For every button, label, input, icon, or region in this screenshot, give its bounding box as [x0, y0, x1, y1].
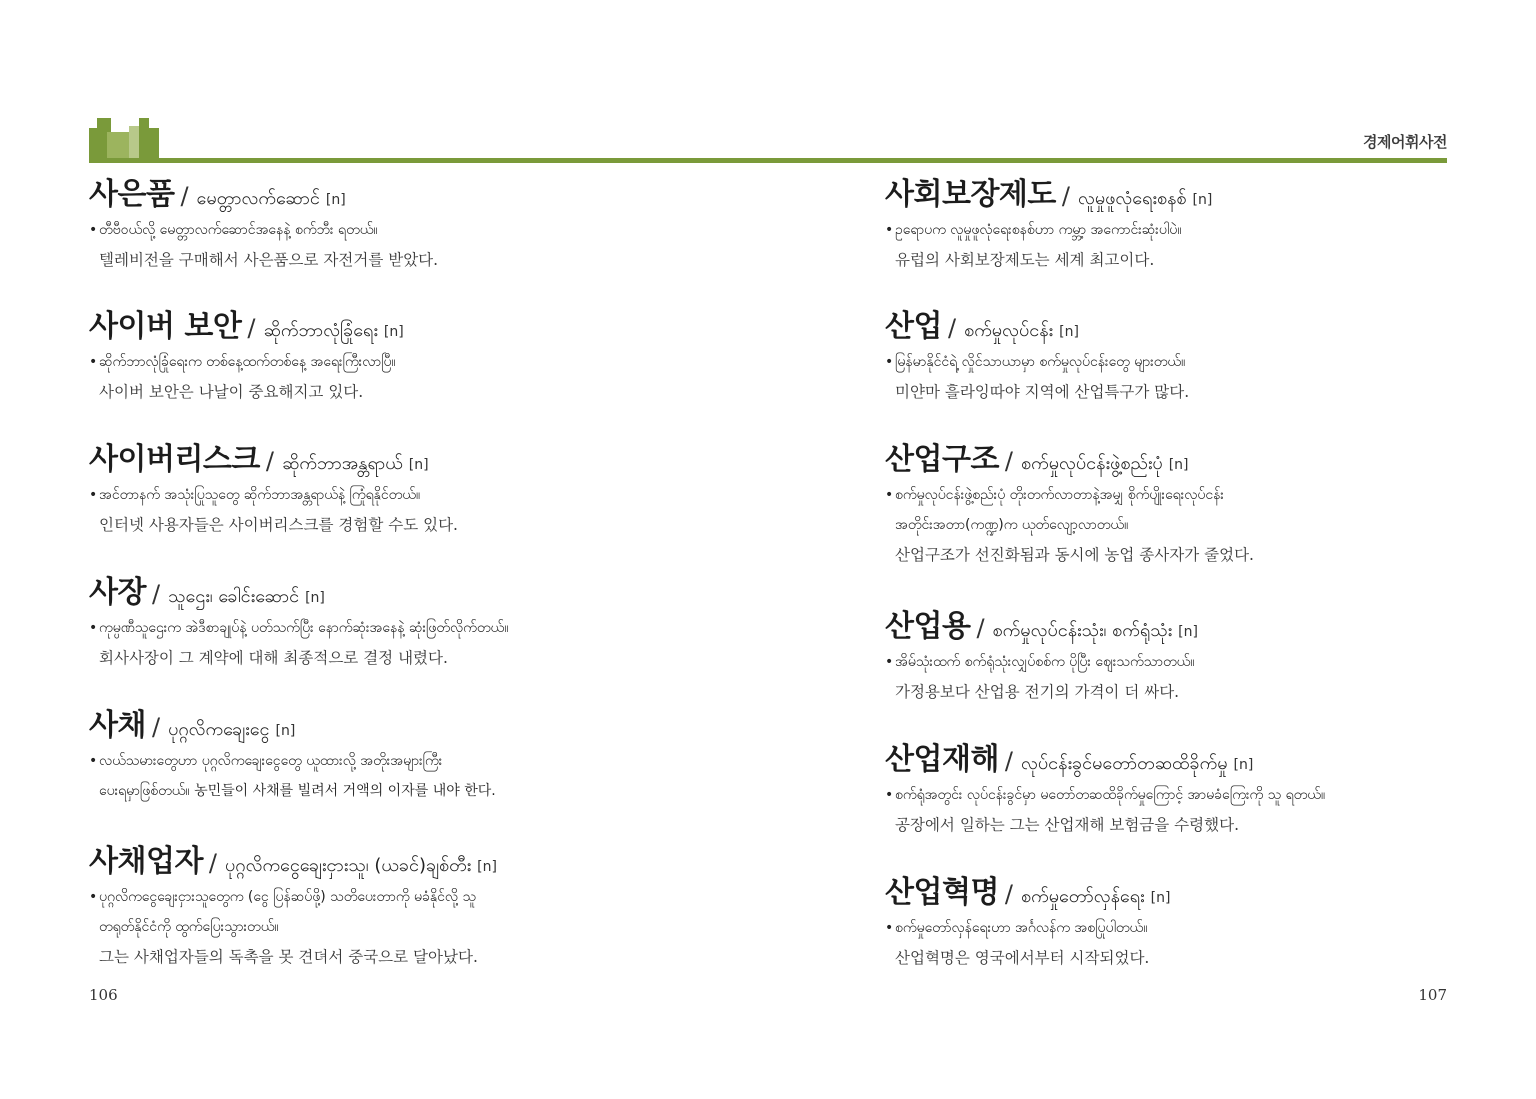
part-of-speech: [n]: [1059, 324, 1079, 340]
korean-example: 가정용보다 산업용 전기의 가격이 더 싸다.: [895, 683, 1180, 701]
translation: လုပ်ငန်းခွင်မတော်တဆထိခိုက်မှု: [1021, 753, 1228, 774]
bullet-icon: •: [89, 354, 98, 370]
entry: [89, 175, 739, 275]
entry: [885, 440, 1455, 570]
header-decoration: [89, 118, 159, 160]
bullet-icon: •: [89, 222, 98, 238]
korean-example: 회사사장이 그 계약에 대해 최종적으로 결정 내렸다.: [99, 649, 448, 667]
headword: 산업용: [885, 609, 971, 644]
entry-headline: [885, 440, 1455, 480]
part-of-speech: [n]: [408, 457, 429, 473]
translation: ဆိုက်ဘာလုံခြုံရေး: [263, 320, 378, 341]
translation: စက်မှုလုပ်ငန်းဖွဲ့စည်းပုံ: [1021, 453, 1163, 474]
headword: 사장: [89, 575, 146, 610]
example-line: • ဆိုက်ဘာလုံခြုံရေးက တစ်နေ့ထက်တစ်နေ့ အရေးကြီးလာပြီ။: [89, 347, 739, 377]
separator: /: [976, 614, 985, 642]
example-line: • စက်မှုတော်လှန်ရေးဟာ အင်္ဂလန်က အစပြုပါတယ်။: [885, 913, 1455, 943]
translation: စက်မှုတော်လှန်ရေး: [1021, 886, 1145, 907]
part-of-speech: [n]: [1178, 624, 1198, 640]
entry-headline: [885, 607, 1455, 647]
entry-headline: [89, 573, 739, 613]
entry: [89, 706, 739, 806]
translation: စက်မှုလုပ်ငန်း: [964, 320, 1054, 341]
example-line: • တီဗီဝယ်လို့ မေတ္တာလက်ဆောင်အနေနဲ့ စက်ဘီး ရတယ်။: [89, 215, 739, 245]
headword: 사이버리스크: [89, 442, 260, 477]
page-number-left: 106: [89, 986, 118, 1004]
example-line: ပေးရမှာဖြစ်တယ်။ 농민들이 사채를 빌려서 거액의 이자를 내야 한다.: [99, 783, 496, 799]
headword: 산업: [885, 309, 942, 344]
entry-headline: [89, 307, 739, 347]
part-of-speech: [n]: [1150, 890, 1171, 906]
entry-headline: [89, 440, 739, 480]
example-line: • လယ်သမားတွေဟာ ပုဂ္ဂလိကချေးငွေတွေ ယူထားလို့ အတိုးအများကြီး: [89, 746, 739, 776]
example-line: • စက်ရုံအတွင်း လုပ်ငန်းခွင်မှာ မတော်တဆထိခိုက်မှုကြောင့် အာမခံကြေးကို သူ ရတယ်။: [885, 780, 1455, 810]
example-line: အတိုင်းအတာ(ကဏ္ဍ)က ယုတ်လျော့လာတယ်။: [895, 517, 1129, 533]
entry: [89, 842, 739, 972]
bullet-icon: •: [885, 354, 894, 370]
translation: ဆိုက်ဘာအန္တရာယ်: [281, 453, 403, 474]
entry-headline: [885, 873, 1455, 913]
korean-example: 공장에서 일하는 그는 산업재해 보험금을 수령했다.: [895, 816, 1239, 834]
korean-example: 산업혁명은 영국에서부터 시작되었다.: [895, 949, 1150, 967]
separator: /: [947, 314, 957, 342]
translation: စက်မှုလုပ်ငန်းသုံး၊ စက်ရုံသုံး: [992, 620, 1173, 641]
korean-example: 텔레비전을 구매해서 사은품으로 자전거를 받았다.: [99, 251, 439, 269]
page-number-right: 107: [1418, 986, 1447, 1004]
bullet-icon: •: [89, 620, 98, 636]
separator: /: [151, 713, 161, 741]
bullet-icon: •: [885, 920, 894, 936]
translation: မေတ္တာလက်ဆောင်: [196, 188, 320, 209]
headword: 사회보장제도: [885, 177, 1056, 212]
header-block-pale: [129, 126, 139, 160]
bullet-icon: •: [89, 889, 98, 905]
separator: /: [1004, 747, 1014, 775]
separator: /: [247, 314, 256, 342]
entry: [885, 307, 1455, 407]
headword: 사은품: [89, 177, 175, 212]
part-of-speech: [n]: [305, 590, 325, 606]
separator: /: [1004, 447, 1014, 475]
part-of-speech: [n]: [1192, 192, 1213, 208]
part-of-speech: [n]: [275, 723, 296, 739]
bullet-icon: •: [885, 222, 894, 238]
translation: ပုဂ္ဂလိကချေးငွေ: [168, 719, 270, 740]
example-line: တရုတ်နိုင်ငံကို ထွက်ပြေးသွားတယ်။: [99, 919, 279, 935]
bullet-icon: •: [89, 487, 98, 503]
part-of-speech: [n]: [1168, 457, 1189, 473]
example-line: • မြန်မာနိုင်ငံရဲ့ လှိုင်သာယာမှာ စက်မှုလုပ်ငန်းတွေ များတယ်။: [885, 347, 1455, 377]
example-line: • ကုမ္ပဏီသူဌေးက အဲဒီစာချုပ်နဲ့ ပတ်သက်ပြီး နောက်ဆုံးအနေနဲ့ ဆုံးဖြတ်လိုက်တယ်။: [89, 613, 739, 643]
entry-headline: [89, 706, 739, 746]
entry: [885, 740, 1455, 840]
separator: /: [208, 849, 218, 877]
separator: /: [265, 447, 274, 475]
running-title: 경제어휘사전: [1363, 133, 1447, 151]
example-line: • စက်မှုလုပ်ငန်းဖွဲ့စည်းပုံ တိုးတက်လာတာနဲ့အမျှ စိုက်ပျိုးရေးလုပ်ငန်း: [885, 480, 1455, 510]
translation: လူမှုဖူလုံရေးစနစ်: [1077, 188, 1187, 209]
bullet-icon: •: [885, 787, 894, 803]
header-block-tail: [149, 128, 159, 160]
example-line: • အင်တာနက် အသုံးပြုသူတွေ ဆိုက်ဘာအန္တရာယ်နဲ့ ကြုံရနိုင်တယ်။: [89, 480, 739, 510]
entry-headline: [885, 740, 1455, 780]
translation: ပုဂ္ဂလိကငွေချေးငှားသူ၊ (ယခင်)ချစ်တီး: [225, 855, 472, 876]
entry: [885, 607, 1455, 707]
entry: [89, 573, 739, 673]
entry-headline: [885, 307, 1455, 347]
entry-headline: [885, 175, 1455, 215]
example-line: • အိမ်သုံးထက် စက်ရုံသုံးလျှပ်စစ်က ပိုပြီး ဈေးသက်သာတယ်။: [885, 647, 1455, 677]
entry-headline: [89, 175, 739, 215]
entry-headline: [89, 842, 739, 882]
part-of-speech: [n]: [477, 859, 497, 875]
entry: [89, 307, 739, 407]
entry: [885, 175, 1455, 275]
example-line: • ဥရောပက လူမှုဖူလုံရေးစနစ်ဟာ ကမ္ဘာ့ အကောင်းဆုံးပါပဲ။: [885, 215, 1455, 245]
separator: /: [180, 182, 189, 210]
part-of-speech: [n]: [383, 324, 404, 340]
bullet-icon: •: [885, 487, 894, 503]
header-rule: [89, 158, 1447, 163]
korean-example: 사이버 보안은 나날이 중요해지고 있다.: [99, 383, 364, 401]
separator: /: [151, 580, 161, 608]
separator: /: [1061, 182, 1070, 210]
header-block-light: [107, 132, 129, 160]
separator: /: [1004, 880, 1014, 908]
headword: 사이버 보안: [89, 309, 242, 344]
korean-example: 유럽의 사회보장제도는 세계 최고이다.: [895, 251, 1155, 269]
entry: [885, 873, 1455, 973]
translation: သူဌေး၊ ခေါင်းဆောင်: [168, 586, 300, 607]
part-of-speech: [n]: [1233, 757, 1254, 773]
bullet-icon: •: [89, 753, 98, 769]
korean-example: 그는 사채업자들의 독촉을 못 견뎌서 중국으로 달아났다.: [99, 948, 478, 966]
korean-example: 인터넷 사용자들은 사이버리스크를 경험할 수도 있다.: [99, 516, 458, 534]
part-of-speech: [n]: [325, 192, 346, 208]
header-block-end: [139, 118, 149, 160]
headword: 사채: [89, 708, 146, 743]
headword: 산업구조: [885, 442, 999, 477]
entry: [89, 440, 739, 540]
headword: 사채업자: [89, 844, 203, 879]
korean-example: 산업구조가 선진화됨과 동시에 농업 종사자가 줄었다.: [895, 546, 1254, 564]
example-line: • ပုဂ္ဂလိကငွေချေးငှားသူတွေက (ငွေ ပြန်ဆပ်ဖို့) သတိပေးတာကို မခံနိုင်လို့ သူ: [89, 882, 739, 912]
korean-example: 미얀마 흘라잉따야 지역에 산업특구가 많다.: [895, 383, 1190, 401]
headword: 산업재해: [885, 742, 999, 777]
bullet-icon: •: [885, 654, 894, 670]
headword: 산업혁명: [885, 875, 999, 910]
